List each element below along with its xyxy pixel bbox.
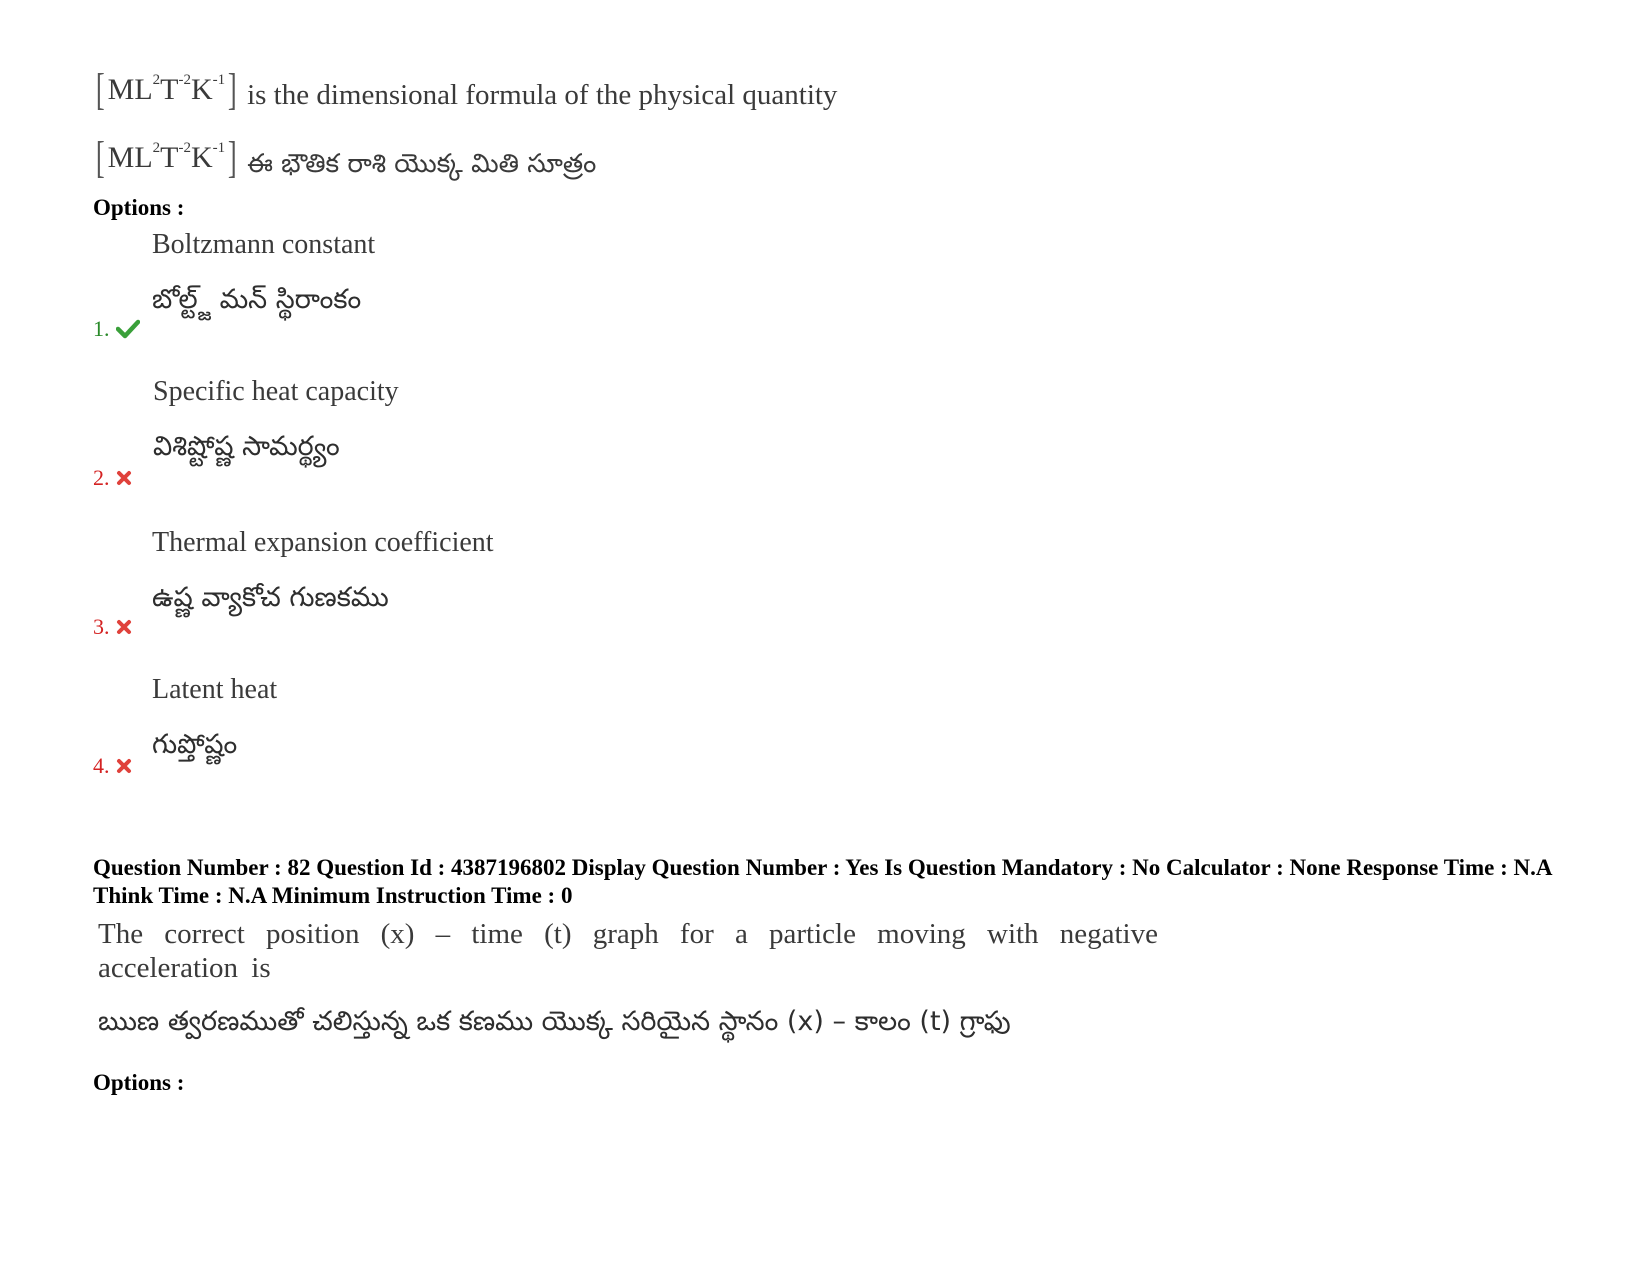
right-bracket: ] <box>228 133 237 182</box>
cross-icon <box>116 470 132 486</box>
option-1-marker <box>93 316 140 342</box>
option-2-text-te: విశిష్టోష్ణ సామర్థ్యం <box>153 431 340 462</box>
cross-icon <box>116 758 132 774</box>
option-2-marker <box>93 465 132 491</box>
option-4-text-en: Latent heat <box>152 674 278 705</box>
question1-statement-te <box>93 133 597 185</box>
question2-meta: Question Number : 82 Question Id : 4387196802 Display Question Number : Yes Is Question Mandatory : No Calculator : None Response Time : N.A Think Time : N.A Minimum Instruction Time : 0 <box>93 855 1552 908</box>
question1-text-te: ఈ భౌతిక రాశి యొక్క మితి సూత్రం <box>247 149 597 179</box>
question1-statement-en <box>93 65 838 114</box>
option-3-number: 3. <box>93 614 110 639</box>
option-4-number: 4. <box>93 753 110 778</box>
left-bracket: [ <box>95 65 105 114</box>
left-bracket: [ <box>95 133 105 182</box>
option-1-text-en: Boltzmann constant <box>152 229 376 260</box>
question1-text-en: is the dimensional formula of the physical quantity <box>247 79 838 111</box>
option-3-text-te: ఉష్ణ వ్యాకోచ గుణకము <box>152 582 389 613</box>
cross-icon <box>116 619 132 635</box>
options-label: Options : <box>93 195 185 220</box>
option-3-marker <box>93 614 132 640</box>
check-icon <box>116 319 140 339</box>
dimensional-formula <box>93 65 240 114</box>
right-bracket: ] <box>228 65 237 114</box>
dimensional-formula-te <box>93 133 240 182</box>
question2-text-en: The correct position (x) – time (t) graph for a particle moving with negative acceleration is <box>98 918 1158 984</box>
formula-terms: $ML^2T^{-2}K^{-1}$ <box>107 140 226 174</box>
formula-terms: $ML^2T^{-2}K^{-1}$ <box>107 72 226 106</box>
option-4-marker <box>93 753 132 779</box>
option-1-text-te: బోల్ట్జ్ మన్ స్థిరాంకం <box>152 284 362 315</box>
option-2-text-en: Specific heat capacity <box>153 376 399 407</box>
option-3-text-en: Thermal expansion coefficient <box>152 527 494 558</box>
option-2-number: 2. <box>93 465 110 490</box>
option-4-text-te: గుప్తోష్ణం <box>152 729 238 760</box>
question2-text-te: ఋణ త్వరణముతో చలిస్తున్న ఒక కణము యొక్క సరియైన స్థానం (x) – కాలం (t) గ్రాఫు <box>98 1006 1011 1037</box>
option-1-number: 1. <box>93 316 110 341</box>
question2-options-label: Options : <box>93 1070 185 1095</box>
